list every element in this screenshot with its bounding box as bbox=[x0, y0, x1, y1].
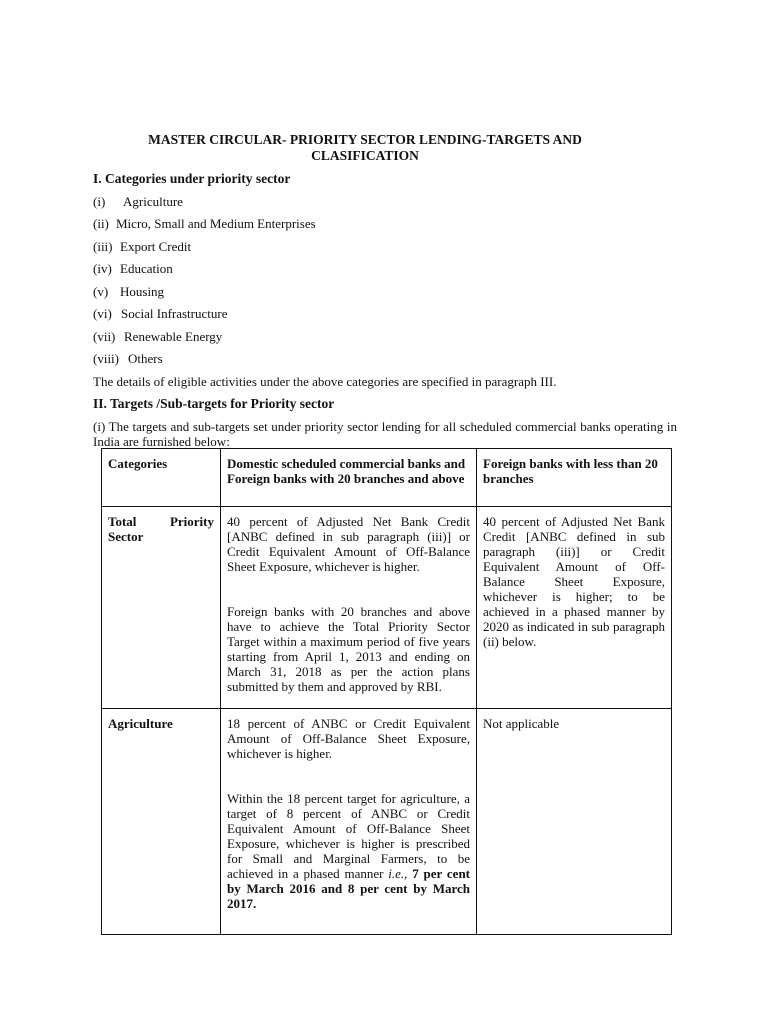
row-agriculture: Agriculture bbox=[102, 709, 221, 935]
category-label: Micro, Small and Medium Enterprises bbox=[116, 216, 316, 231]
row-total-priority-sector: Total Priority Sector bbox=[102, 507, 221, 709]
agri-subtarget-text: Within the 18 percent target for agriculture, a target of 8 percent of ANBC or Credit Equivalent Amount of Off-Balance Sheet Exposure, whichever is higher is prescribed for Small and Marginal Farmers, to be achieved in a phased manner bbox=[227, 791, 470, 881]
cell-domestic-agriculture bbox=[221, 709, 477, 935]
agri-phase-text: 7 per cent by March 2016 and 8 per cent by March 2017. bbox=[227, 866, 471, 911]
domestic-agri-text-1: 18 percent of ANBC or Credit Equivalent Amount of Off-Balance Sheet Exposure, whichever is higher. bbox=[227, 716, 470, 761]
agri-ie-text: i.e., bbox=[388, 866, 408, 881]
category-label: Export Credit bbox=[120, 239, 192, 254]
cell-foreign-total: 40 percent of Adjusted Net Bank Credit [ANBC defined in sub paragraph (iii)] or Credit Equivalent Amount of Off-Balance Sheet Exposure, whichever is higher; to be achieved in a phased manner by 2020 as indicated in sub paragraph (ii) below. bbox=[477, 507, 672, 709]
category-number: (iii) bbox=[93, 239, 113, 254]
category-item bbox=[93, 329, 222, 345]
category-label: Social Infrastructure bbox=[121, 306, 228, 321]
title-line-1: MASTER CIRCULAR- PRIORITY SECTOR LENDING-TARGETS AND bbox=[148, 132, 582, 147]
category-number: (ii) bbox=[93, 216, 109, 231]
targets-table bbox=[101, 448, 672, 935]
category-number: (vi) bbox=[93, 306, 112, 321]
category-label: Housing bbox=[120, 284, 165, 299]
targets-intro: (i) The targets and sub-targets set under priority sector lending for all scheduled commercial banks operating in India are furnished below: bbox=[93, 419, 677, 449]
category-item bbox=[93, 261, 173, 277]
details-note: The details of eligible activities under the above categories are specified in paragraph III. bbox=[93, 374, 557, 389]
section-1-heading: I. Categories under priority sector bbox=[93, 171, 291, 186]
category-item bbox=[93, 194, 183, 210]
category-item bbox=[93, 216, 316, 232]
category-label: Agriculture bbox=[123, 194, 183, 209]
category-number: (vii) bbox=[93, 329, 116, 344]
category-label: Renewable Energy bbox=[124, 329, 223, 344]
table-header-row bbox=[102, 449, 672, 507]
header-foreign: Foreign banks with less than 20 branches bbox=[477, 449, 672, 507]
category-item bbox=[93, 239, 191, 255]
header-domestic: Domestic scheduled commercial banks and Foreign banks with 20 branches and above bbox=[221, 449, 477, 507]
category-number: (v) bbox=[93, 284, 109, 299]
page-title bbox=[120, 132, 610, 164]
category-number: (viii) bbox=[93, 351, 119, 366]
table-row bbox=[102, 709, 672, 935]
table-row bbox=[102, 507, 672, 709]
category-item bbox=[93, 284, 164, 300]
header-categories: Categories bbox=[102, 449, 221, 507]
domestic-total-text-1: 40 percent of Adjusted Net Bank Credit [ANBC defined in sub paragraph (iii)] or Credit Equivalent Amount of Off-Balance Sheet Exposure, whichever is higher. bbox=[227, 514, 470, 574]
category-number: (iv) bbox=[93, 261, 112, 276]
category-number: (i) bbox=[93, 194, 106, 209]
domestic-agri-text-2 bbox=[227, 791, 470, 911]
category-label: Education bbox=[120, 261, 173, 276]
category-item bbox=[93, 351, 163, 367]
section-2-heading: II. Targets /Sub-targets for Priority sector bbox=[93, 396, 335, 411]
category-label: Others bbox=[128, 351, 163, 366]
cell-domestic-total bbox=[221, 507, 477, 709]
title-line-2: CLASIFICATION bbox=[311, 148, 419, 163]
category-item bbox=[93, 306, 227, 322]
domestic-total-text-2: Foreign banks with 20 branches and above have to achieve the Total Priority Sector Target within a maximum period of five years starting from April 1, 2013 and ending on March 31, 2018 as per the action plans submitted by them and approved by RBI. bbox=[227, 604, 470, 694]
cell-foreign-agriculture: Not applicable bbox=[477, 709, 672, 935]
